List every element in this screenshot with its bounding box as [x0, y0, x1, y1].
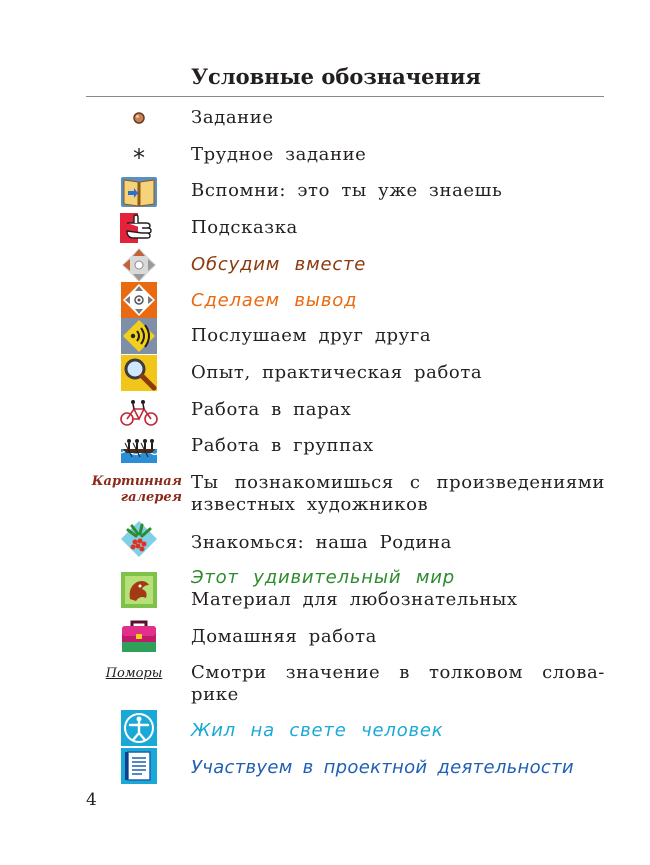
- legend-text: Обсудим вместе: [191, 254, 367, 275]
- legend-text: Смотри значение в толковом слова-рике: [191, 662, 605, 705]
- pointing-hand-icon: [120, 209, 158, 247]
- discussion-arrows-icon: [120, 246, 158, 284]
- gallery-label: Картинная галерея: [91, 474, 182, 505]
- human-emblem-icon: [120, 709, 158, 747]
- legend-text: Жил на свете человек: [191, 720, 444, 741]
- legend-text: Знакомься: наша Родина: [191, 532, 452, 553]
- legend-text: Домашняя работа: [191, 626, 377, 647]
- legend-text: Ты познакомишься с произведениями известных художников: [191, 472, 605, 515]
- wonder-world-icon: [120, 571, 158, 609]
- book-icon: [120, 173, 158, 211]
- legend-text: Участвуем в проектной деятельности: [191, 757, 574, 778]
- conclusion-icon: [120, 281, 158, 319]
- legend-text: Послушаем друг друга: [191, 325, 432, 346]
- legend-text: Трудное задание: [191, 144, 367, 165]
- legend-text: Работа в парах: [191, 399, 352, 420]
- title-rule: [86, 96, 604, 97]
- tandem-bicycle-icon: [120, 393, 158, 431]
- legend-text: Работа в группах: [191, 435, 374, 456]
- listen-sound-icon: [120, 317, 158, 355]
- briefcase-icon: [120, 618, 158, 656]
- svg-text:*: *: [133, 144, 145, 172]
- legend-subtext: Материал для любознательных: [191, 589, 518, 610]
- legend-text: Опыт, практическая работа: [191, 362, 483, 383]
- dot-icon: [120, 107, 158, 145]
- magnifier-icon: [120, 354, 158, 392]
- legend-text: Сделаем вывод: [191, 290, 358, 311]
- legend-text: Подсказка: [191, 217, 298, 238]
- legend-text: Задание: [191, 107, 274, 128]
- page-title: Условные обозначения: [191, 64, 481, 89]
- legend-text: Этот удивительный мир: [191, 567, 455, 588]
- project-document-icon: [120, 747, 158, 785]
- rowing-boat-icon: [120, 429, 158, 467]
- dictionary-label: Поморы: [105, 666, 163, 681]
- legend-text: Вспомни: это ты уже знаешь: [191, 180, 503, 201]
- page-number: 4: [86, 790, 97, 810]
- rowan-berries-icon: [120, 520, 158, 558]
